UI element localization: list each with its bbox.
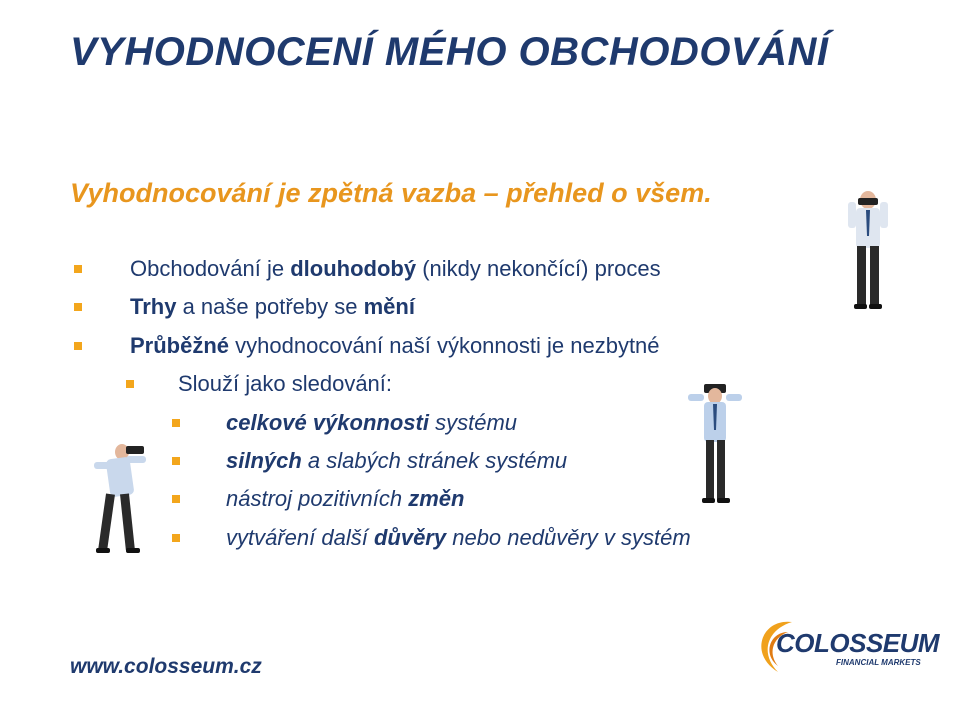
bullet-item-7 (226, 486, 464, 512)
footer-url: www.colosseum.cz (70, 655, 262, 678)
logo-name: COLOSSEUM (776, 628, 940, 658)
bullet-item-2 (130, 294, 415, 320)
bullet-emphasis: změn (408, 486, 465, 511)
bullet-item-3 (130, 333, 660, 359)
bullet-text: (nikdy nekončící) proces (416, 256, 661, 281)
bullet-item-8 (226, 525, 691, 551)
bullet-emphasis: Průběžné (130, 333, 230, 358)
businessman-binoculars-icon (838, 186, 898, 314)
bullet-item-5 (226, 410, 517, 436)
bullet-emphasis: Trhy (130, 294, 177, 319)
bullet-emphasis: dlouhodobý (290, 256, 417, 281)
bullet-item-6 (226, 448, 567, 474)
colosseum-logo (752, 614, 940, 676)
businessman-binoculars-icon (684, 378, 748, 508)
bullet-text: vyhodnocování naší výkonnosti je nezbytné (229, 333, 660, 358)
slide-subtitle: Vyhodnocování je zpětná vazba – přehled o všem. (70, 178, 712, 208)
bullet-emphasis: celkové výkonnosti (226, 410, 429, 435)
bullet-text: vytváření další (226, 525, 374, 550)
bullet-text: a naše potřeby se (176, 294, 364, 319)
bullet-emphasis: důvěry (373, 525, 447, 550)
bullet-item-4 (178, 371, 392, 397)
bullet-text: nástroj pozitivních (226, 486, 409, 511)
bullet-text: a slabých stránek systému (301, 448, 568, 473)
businessman-binoculars-icon (82, 434, 152, 558)
bullet-text: systému (428, 410, 518, 435)
slide-title: VYHODNOCENÍ MÉHO OBCHODOVÁNÍ (70, 30, 829, 74)
bullet-item-1 (130, 256, 661, 282)
bullet-text: Obchodování je (130, 256, 291, 281)
bullet-emphasis: silných (226, 448, 302, 473)
bullet-text: nebo nedůvěry v systém (446, 525, 691, 550)
logo-tagline: FINANCIAL MARKETS (836, 658, 921, 667)
bullet-emphasis: mění (363, 294, 415, 319)
bullet-text: Slouží jako sledování: (178, 371, 393, 396)
